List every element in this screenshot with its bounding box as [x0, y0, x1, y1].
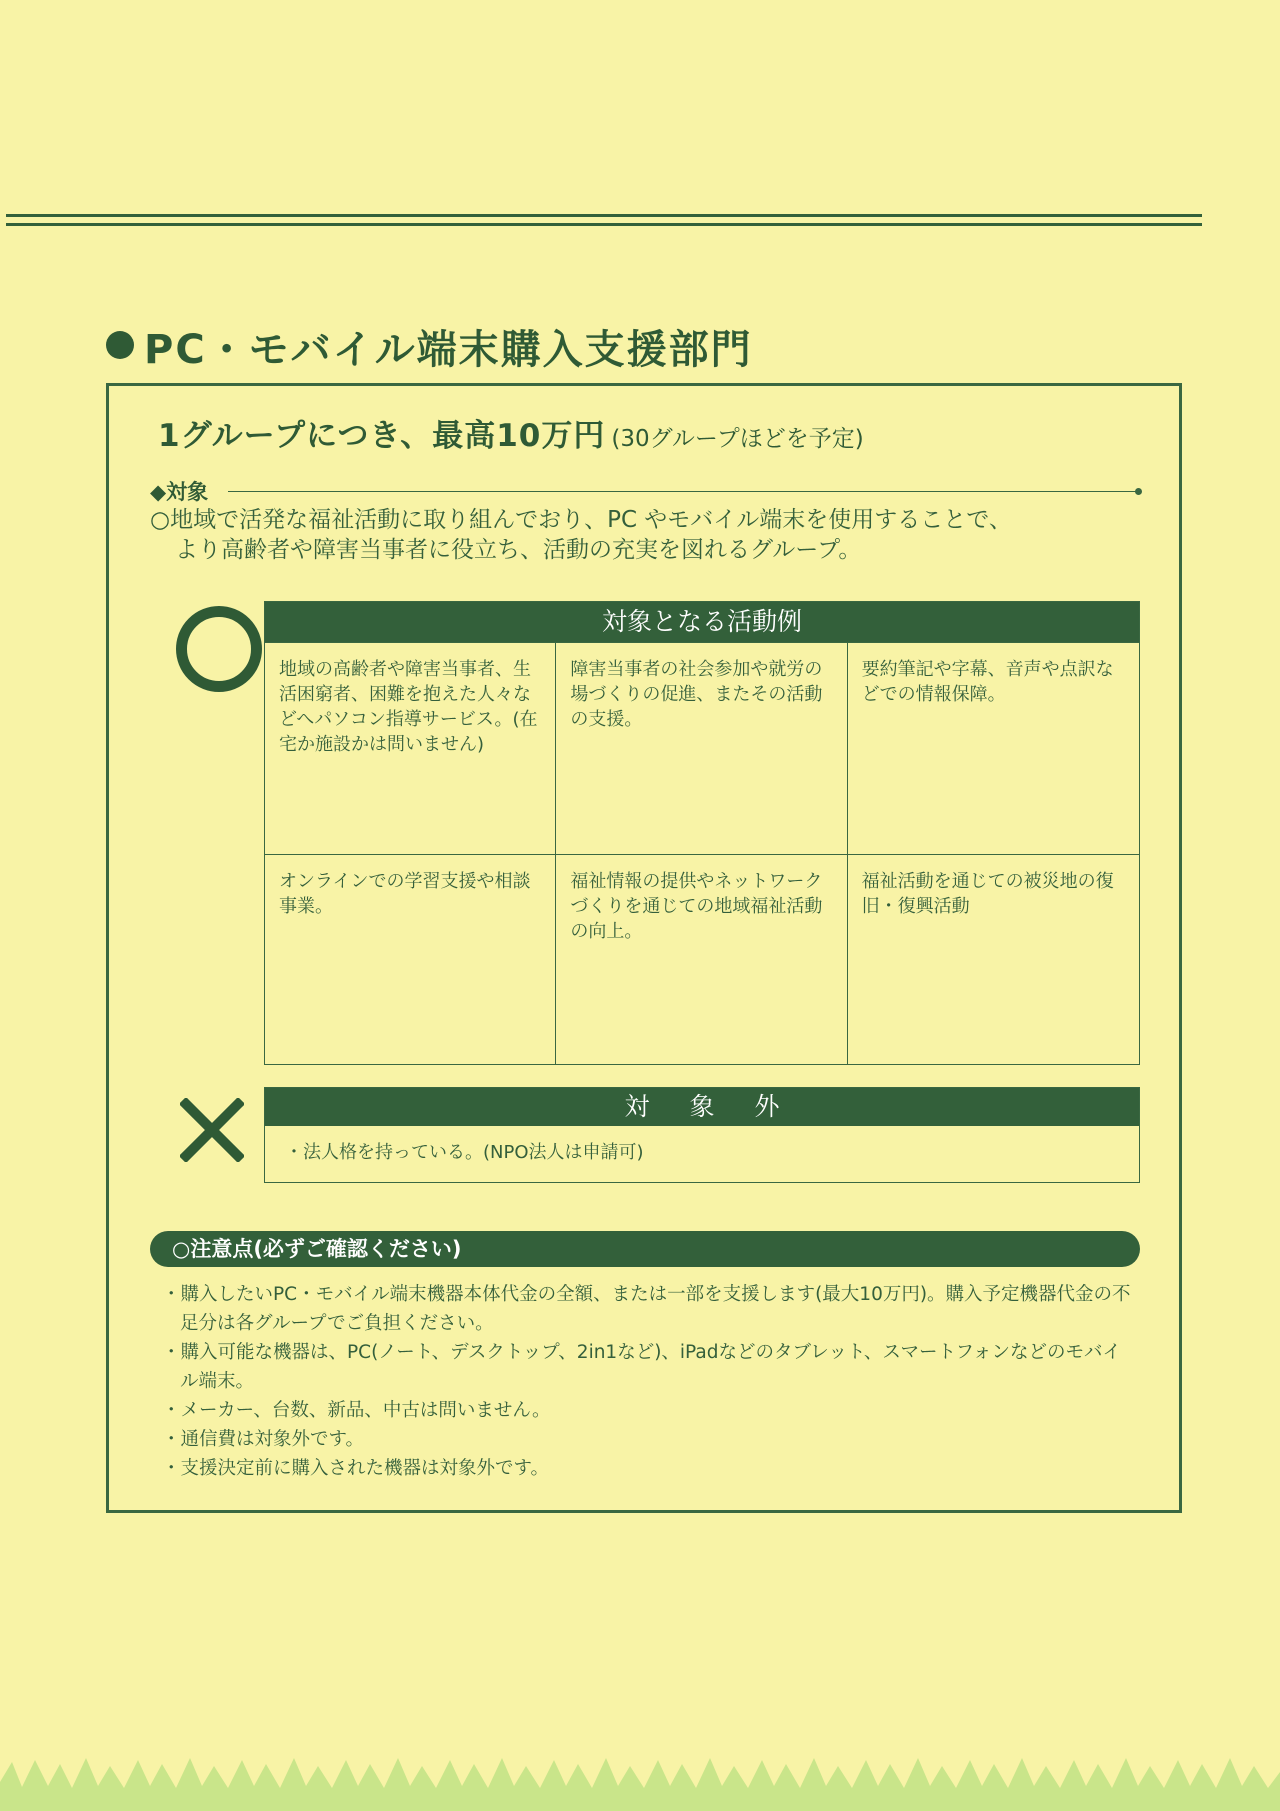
excluded-item: ・法人格を持っている。(NPO法人は申請可)	[285, 1142, 644, 1163]
headline	[158, 410, 864, 455]
top-rule-second	[6, 223, 1202, 226]
headline-main: 1グループにつき、最高10万円	[158, 418, 606, 454]
examples-header: 対象となる活動例	[265, 602, 1139, 642]
examples-grid	[265, 642, 1139, 1064]
headline-sub: (30グループほどを予定)	[611, 426, 864, 452]
grass-decoration	[0, 1742, 1280, 1811]
example-cell: 要約筆記や字幕、音声や点訳などでの情報保障。	[848, 642, 1139, 854]
target-heading: ◆対象	[150, 480, 209, 504]
section-title	[106, 318, 753, 375]
note-item: ・購入可能な機器は、PC(ノート、デスクトップ、2in1など)、iPadなどのタブレット、スマートフォンなどのモバイル端末。	[162, 1342, 1122, 1392]
target-divider-dot-icon	[1135, 488, 1142, 495]
excluded-table	[264, 1087, 1140, 1183]
target-divider	[228, 491, 1138, 492]
bullet-dot-icon	[106, 331, 134, 359]
cross-ng-icon	[180, 1098, 244, 1162]
note-item: ・購入したいPC・モバイル端末機器本体代金の全額、または一部を支援します(最大10万円)。購入予定機器代金の不足分は各グループでご負担ください。	[162, 1284, 1131, 1334]
section-title-text: PC・モバイル端末購入支援部門	[144, 327, 753, 373]
target-description	[150, 505, 1140, 565]
example-cell: オンラインでの学習支援や相談事業。	[265, 854, 556, 1064]
excluded-header: 対象外	[265, 1088, 1139, 1126]
example-cell: 障害当事者の社会参加や就労の場づくりの促進、またその活動の支援。	[556, 642, 847, 854]
target-line-2: より高齢者や障害当事者に役立ち、活動の充実を図れるグループ。	[175, 537, 862, 563]
example-cell: 福祉情報の提供やネットワークづくりを通じての地域福祉活動の向上。	[556, 854, 847, 1064]
target-line-1: ○地域で活発な福祉活動に取り組んでおり、PC やモバイル端末を使用することで、	[150, 507, 1012, 533]
notes-list	[162, 1280, 1132, 1483]
note-item: ・支援決定前に購入された機器は対象外です。	[162, 1458, 550, 1479]
notes-heading: ○注意点(必ずご確認ください)	[150, 1231, 1140, 1267]
note-item: ・メーカー、台数、新品、中古は問いません。	[162, 1400, 551, 1421]
example-cell: 福祉活動を通じての被災地の復旧・復興活動	[848, 854, 1139, 1064]
top-rule	[6, 214, 1202, 217]
examples-table	[264, 601, 1140, 1065]
circle-ok-icon	[176, 606, 262, 692]
example-cell: 地域の高齢者や障害当事者、生活困窮者、困難を抱えた人々などへパソコン指導サービス。(在宅か施設かは問いません)	[265, 642, 556, 854]
note-item: ・通信費は対象外です。	[162, 1429, 365, 1450]
